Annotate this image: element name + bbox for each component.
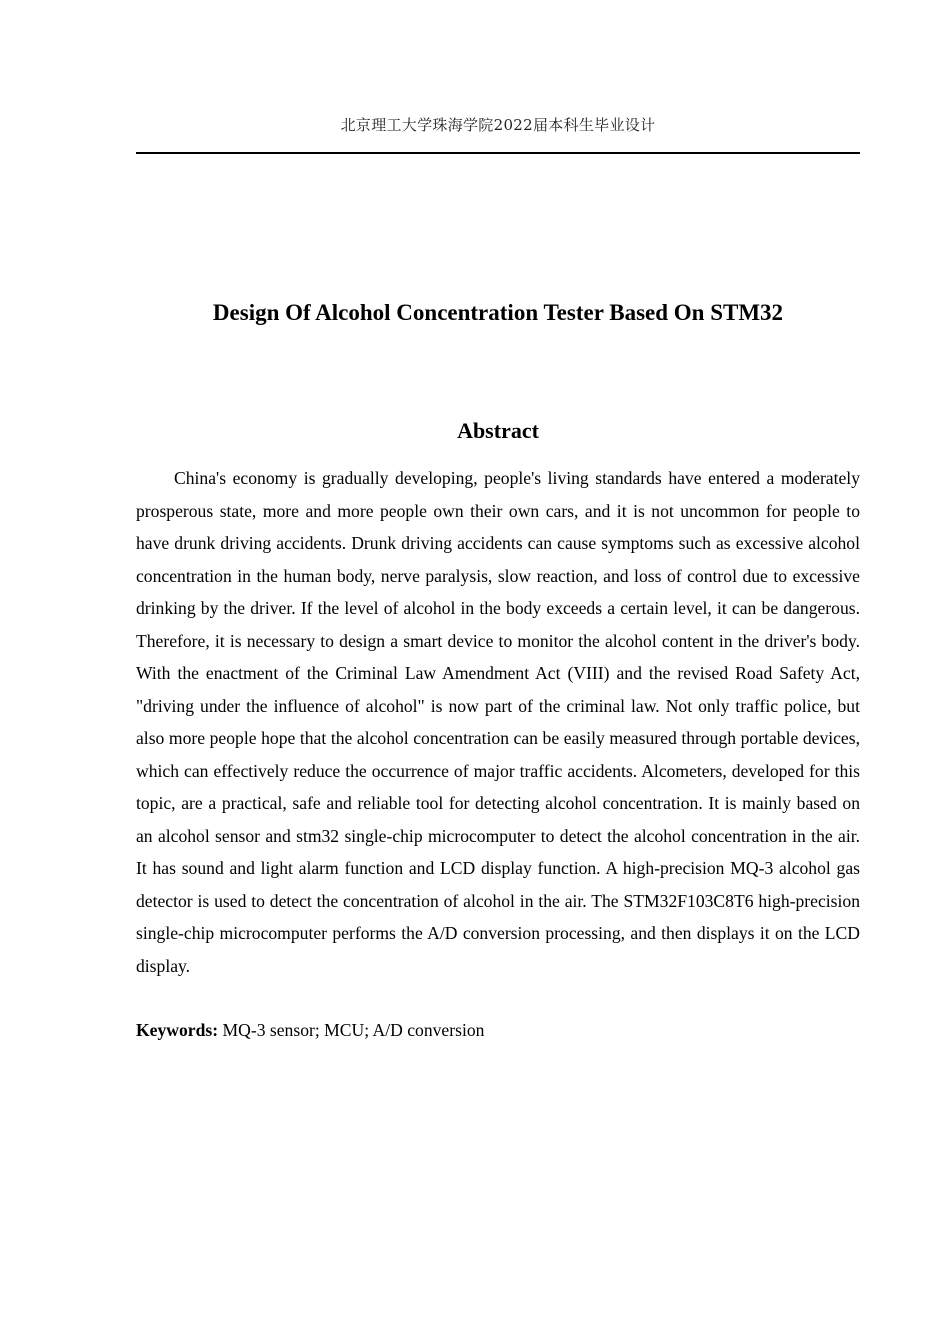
keywords-value: MQ-3 sensor; MCU; A/D conversion (218, 1020, 485, 1040)
keywords-line (136, 1014, 860, 1047)
abstract-body: China's economy is gradually developing, people's living standards have entered a moderately prosperous state, more and more people own their own cars, and it is not uncommon for people to have drunk driving accidents. Drunk driving accidents can cause symptoms such as excessive alcohol concentration in the human body, nerve paralysis, slow reaction, and loss of control due to excessive drinking by the driver. If the level of alcohol in the body exceeds a certain level, it can be dangerous. Therefore, it is necessary to design a smart device to monitor the alcohol content in the driver's body. With the enactment of the Criminal Law Amendment Act (VIII) and the revised Road Safety Act, "driving under the influence of alcohol" is now part of the criminal law. Not only traffic police, but also more people hope that the alcohol concentration can be easily measured through portable devices, which can effectively reduce the occurrence of major traffic accidents. Alcometers, developed for this topic, are a practical, safe and reliable tool for detecting alcohol concentration. It is mainly based on an alcohol sensor and stm32 single-chip microcomputer to detect the alcohol concentration in the air. It has sound and light alarm function and LCD display function. A high-precision MQ-3 alcohol gas detector is used to detect the concentration of alcohol in the air. The STM32F103C8T6 high-precision single-chip microcomputer performs the A/D conversion processing, and then displays it on the LCD display. (136, 468, 860, 976)
header-divider (136, 152, 860, 154)
document-title: Design Of Alcohol Concentration Tester Based On STM32 (212, 300, 784, 325)
keywords-label: Keywords: (136, 1020, 219, 1040)
abstract-heading: Abstract (457, 418, 539, 443)
running-header: 北京理工大学珠海学院2022届本科生毕业设计 (340, 116, 656, 134)
